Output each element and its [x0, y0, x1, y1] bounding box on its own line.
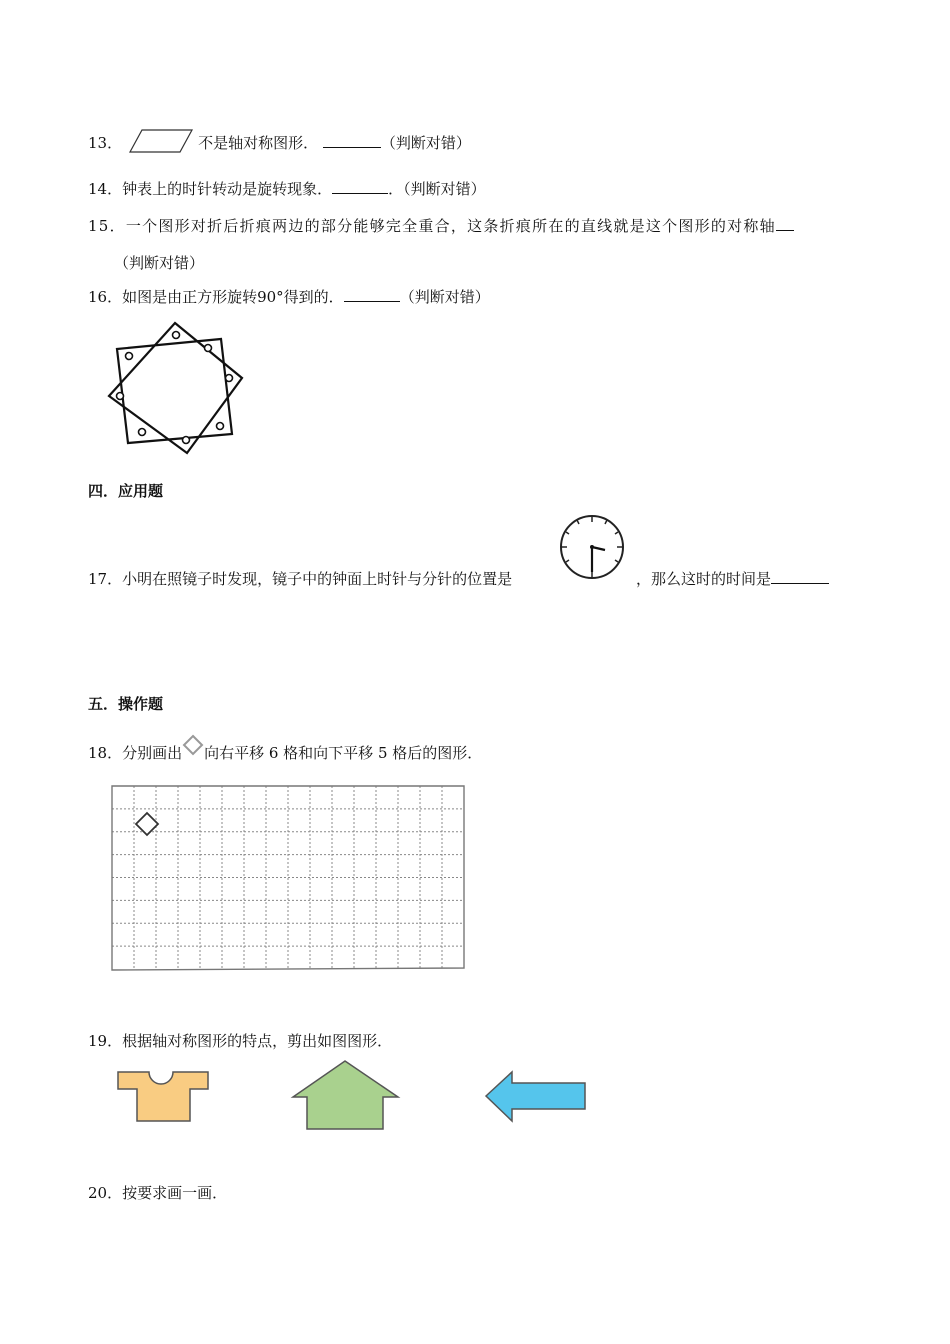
answer-blank-16[interactable]	[344, 286, 400, 302]
question-15	[88, 215, 794, 236]
question-18-tail: 向右平移 6 格和向下平移 5 格后的图形．	[204, 744, 483, 762]
question-13	[88, 128, 471, 154]
question-14-tail: ．（判断对错）	[388, 180, 486, 198]
question-20	[88, 1182, 227, 1203]
rotated-squares-figure	[104, 318, 254, 458]
question-16	[88, 286, 490, 307]
question-15-continued	[114, 252, 204, 273]
small-diamond-icon	[182, 734, 204, 756]
question-13-tail: （判断对错）	[380, 134, 471, 152]
question-17-text: 17．小明在照镜子时发现，镜子中的钟面上时针与分针的位置是	[88, 570, 513, 588]
section-4-heading: 四．应用题	[88, 482, 164, 500]
question-16-tail: （判断对错）	[399, 288, 490, 306]
question-16-text: 16．如图是由正方形旋转90°得到的．	[88, 288, 344, 306]
question-15-text: 15．一个图形对折后折痕两边的部分能够完全重合，这条折痕所在的直线就是这个图形的对称轴	[88, 217, 776, 235]
question-18	[88, 734, 482, 763]
question-20-text: 20．按要求画一画．	[88, 1184, 228, 1202]
mirror-clock-figure	[554, 512, 630, 582]
question-13-text: 不是轴对称图形．	[198, 134, 319, 152]
answer-blank-15[interactable]	[776, 215, 794, 231]
question-19	[88, 1030, 392, 1051]
answer-blank-13[interactable]	[323, 132, 381, 148]
question-13-number: 13．	[88, 134, 123, 152]
shirt-shape	[114, 1068, 212, 1126]
question-19-text: 19．根据轴对称图形的特点，剪出如图图形．	[88, 1032, 393, 1050]
question-18-text: 18．分别画出	[88, 744, 183, 762]
translation-grid	[108, 784, 470, 976]
house-shape	[290, 1058, 402, 1132]
answer-blank-14[interactable]	[332, 178, 388, 194]
section-5-heading: 五．操作题	[88, 695, 164, 713]
question-17-continued	[636, 568, 829, 589]
question-14-text: 14．钟表上的时针转动是旋转现象．	[88, 180, 333, 198]
question-15-tail: （判断对错）	[114, 254, 205, 272]
grid-diamond-shape	[136, 813, 158, 835]
answer-blank-17[interactable]	[771, 568, 829, 584]
question-17	[88, 568, 512, 589]
question-14	[88, 178, 486, 199]
parallelogram-figure	[128, 128, 194, 154]
question-17-tail: ，那么这时的时间是	[636, 570, 772, 588]
left-arrow-shape	[482, 1068, 590, 1124]
